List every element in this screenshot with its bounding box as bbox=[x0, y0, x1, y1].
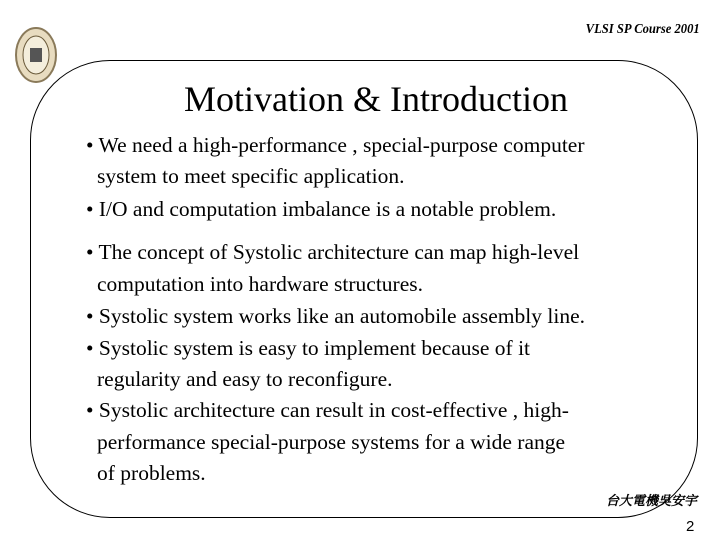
bullet-line: regularity and easy to reconfigure. bbox=[97, 367, 393, 391]
page-number: 2 bbox=[686, 518, 695, 535]
bullet-line: • I/O and computation imbalance is a notable problem. bbox=[86, 197, 557, 221]
author-signature: 台大電機吳安宇 bbox=[606, 493, 698, 508]
bullet-line: of problems. bbox=[97, 461, 206, 485]
bullet-line: • Systolic system is easy to implement because of it bbox=[86, 336, 531, 360]
bullet-line: • Systolic system works like an automobile assembly line. bbox=[86, 304, 585, 328]
slide-title: Motivation & Introduction bbox=[184, 79, 568, 119]
bullet-line: computation into hardware structures. bbox=[97, 272, 423, 296]
bullet-line: • Systolic architecture can result in cost-effective , high- bbox=[86, 398, 569, 422]
university-seal-logo bbox=[14, 26, 58, 84]
bullet-line: • The concept of Systolic architecture can map high-level bbox=[86, 240, 580, 264]
bullet-line: performance special-purpose systems for a wide range bbox=[97, 430, 566, 454]
bullet-line: • We need a high-performance , special-purpose computer bbox=[86, 133, 585, 157]
bullet-line: system to meet specific application. bbox=[97, 164, 405, 188]
course-label: VLSI SP Course 2001 bbox=[585, 22, 700, 37]
